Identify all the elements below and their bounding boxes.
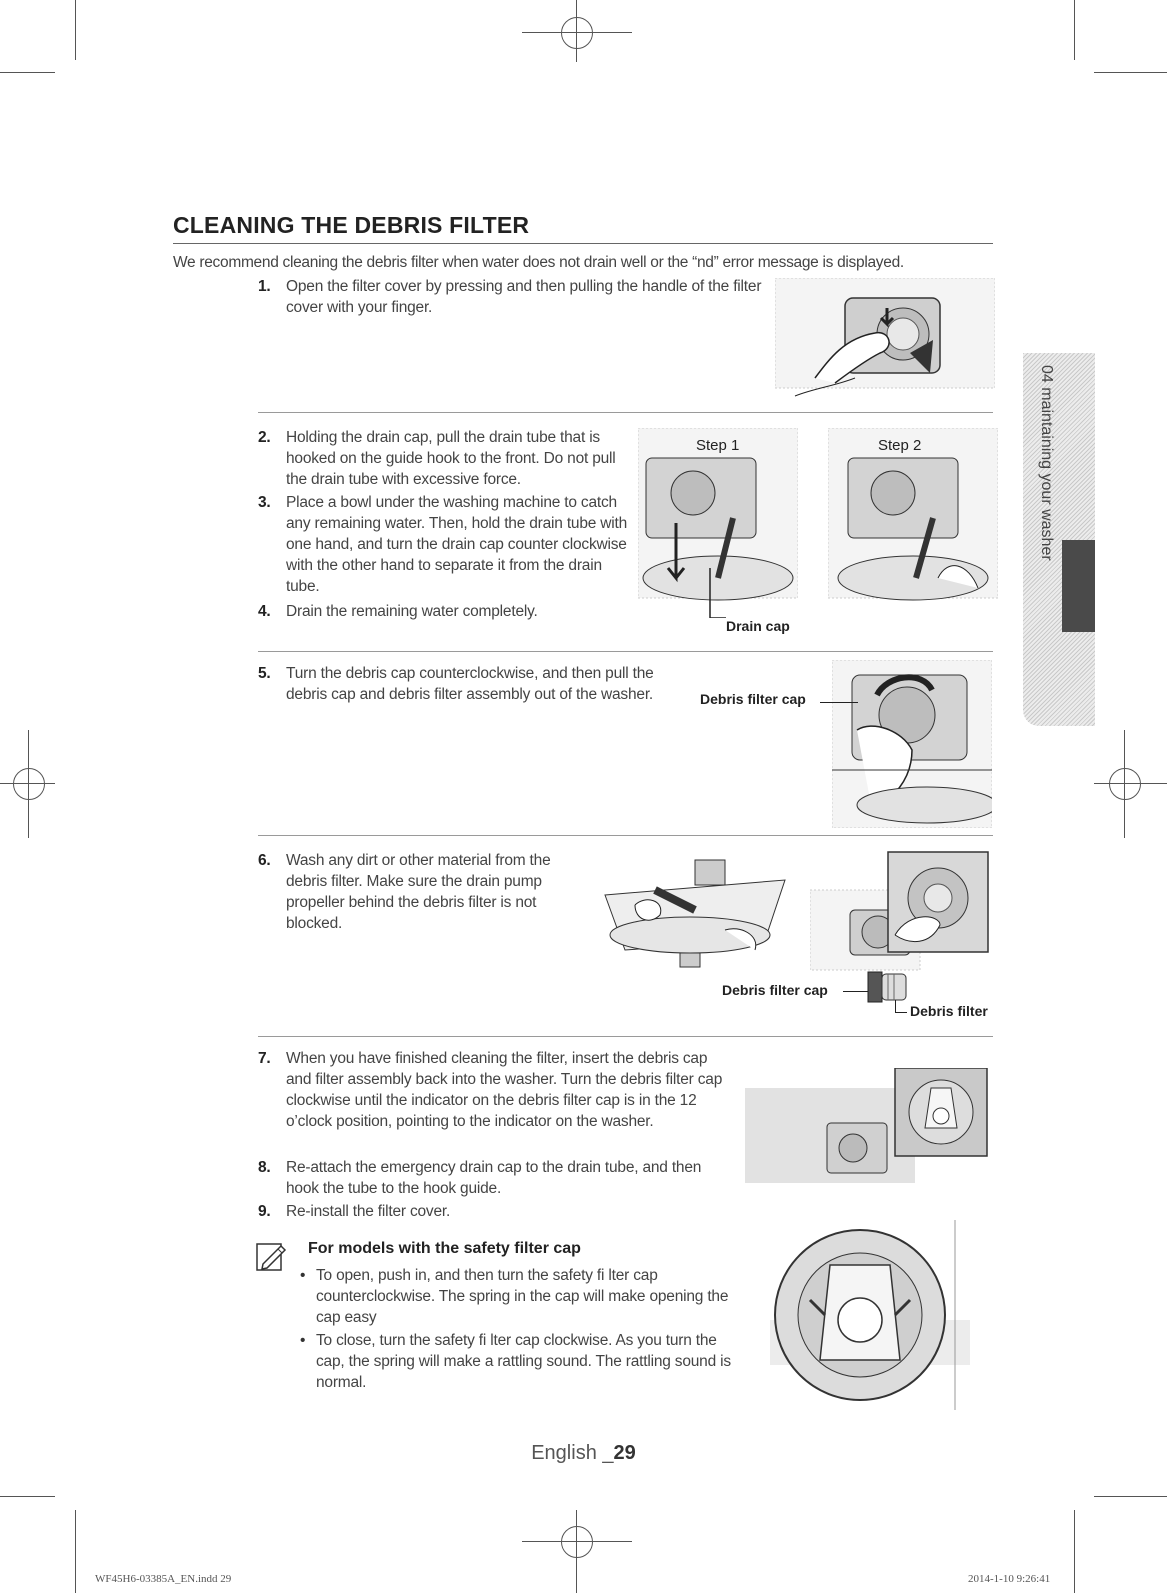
step-text: Re-install the filter cover. xyxy=(286,1203,451,1220)
safety-filter-cap-illustration xyxy=(770,1220,970,1410)
page-footer xyxy=(0,1442,1167,1465)
step-4 xyxy=(258,601,631,622)
leader-line xyxy=(895,1000,896,1012)
registration-mark xyxy=(561,17,593,49)
step-number: 2. xyxy=(258,429,271,446)
chapter-tab-marker xyxy=(1062,540,1095,632)
crop-mark xyxy=(1094,72,1167,73)
reinstall-filter-illustration xyxy=(745,1068,990,1188)
step-text: Place a bowl under the washing machine to catch any remaining water. Then, hold the drain tube with one hand, and turn the drain cap counter clockwise with the other hand to separate it from the drain tube. xyxy=(286,494,628,595)
drain-cap-label: Drain cap xyxy=(726,618,790,634)
debris-filter-cap-label: Debris filter cap xyxy=(700,691,806,707)
crop-mark xyxy=(1074,0,1075,60)
step-7 xyxy=(258,1048,736,1132)
step-3 xyxy=(258,492,631,597)
drain-pump-illustration xyxy=(810,850,990,980)
section-divider xyxy=(258,1036,993,1037)
step-8 xyxy=(258,1157,736,1199)
debris-filter-label: Debris filter xyxy=(910,1003,988,1019)
note-bullet: • To open, push in, and then turn the safety fi lter cap counterclockwise. The spring in the cap will make opening the cap easy xyxy=(296,1265,736,1328)
crop-mark xyxy=(0,1496,55,1497)
step2-label: Step 2 xyxy=(878,437,922,454)
section-divider xyxy=(258,412,993,413)
chapter-tab-label: 04 maintaining your washer xyxy=(1038,365,1055,561)
leader-line xyxy=(895,1012,907,1013)
crop-mark xyxy=(1074,1510,1075,1593)
crop-mark xyxy=(75,1510,76,1593)
debris-cap-removal-illustration xyxy=(832,660,992,828)
note-list xyxy=(296,1265,736,1395)
step1-label: Step 1 xyxy=(696,437,740,454)
section-divider xyxy=(258,651,993,652)
crop-mark xyxy=(75,0,76,60)
section-title: CLEANING THE DEBRIS FILTER xyxy=(173,212,530,238)
section-divider xyxy=(258,835,993,836)
note-bullet: • To close, turn the safety fi lter cap clockwise. As you turn the cap, the spring will make a rattling sound. The rattling sound is normal. xyxy=(296,1330,736,1393)
step-9 xyxy=(258,1201,736,1222)
step-number: 7. xyxy=(258,1050,271,1067)
step-number: 8. xyxy=(258,1159,271,1176)
registration-mark xyxy=(13,768,45,800)
note-icon xyxy=(255,1240,287,1272)
step-text: Wash any dirt or other material from the debris filter. Make sure the drain pump propeller behind the debris filter is not blocked. xyxy=(286,852,551,932)
leader-line xyxy=(843,991,868,992)
page-number: 29 xyxy=(613,1442,636,1464)
step-2 xyxy=(258,427,631,490)
step-text: When you have finished cleaning the filter, insert the debris cap and filter assembly back into the washer. Turn the debris filter cap clockwise until the indicator on the debris filter cap is in the 12 o’clock position, pointing to the indicator on the washer. xyxy=(286,1050,723,1130)
registration-mark xyxy=(1109,768,1141,800)
intro-text: We recommend cleaning the debris filter when water does not drain well or the “nd” error message is displayed. xyxy=(173,254,904,271)
drain-step1-illustration xyxy=(638,428,798,618)
print-slug-datetime: 2014-1-10 9:26:41 xyxy=(968,1573,1051,1585)
footer-language: English xyxy=(531,1442,597,1464)
crop-mark xyxy=(0,72,55,73)
step-text: Holding the drain cap, pull the drain tube that is hooked on the guide hook to the front. Do not pull the drain tube with excessive force. xyxy=(286,429,616,488)
leader-line xyxy=(820,702,858,703)
step-text: Re-attach the emergency drain cap to the drain tube, and then hook the tube to the hook guide. xyxy=(286,1159,702,1197)
step-text: Open the filter cover by pressing and then pulling the handle of the filter cover with your finger. xyxy=(286,278,762,316)
crop-mark xyxy=(1094,1496,1167,1497)
title-divider xyxy=(173,243,993,244)
registration-mark xyxy=(561,1526,593,1558)
footer-separator: _ xyxy=(596,1442,614,1464)
step-text: Drain the remaining water completely. xyxy=(286,603,538,620)
debris-filter-cap-label-2: Debris filter cap xyxy=(722,982,828,998)
step-text: Turn the debris cap counterclockwise, and then pull the debris cap and debris filter assembly out of the washer. xyxy=(286,665,654,703)
step-number: 1. xyxy=(258,278,271,295)
step-6 xyxy=(258,850,591,934)
note-title: For models with the safety filter cap xyxy=(308,1240,581,1257)
drain-step2-illustration xyxy=(828,428,998,618)
step-1 xyxy=(258,276,766,318)
step-5 xyxy=(258,663,686,705)
debris-filter-part-illustration xyxy=(862,968,912,1013)
step-number: 9. xyxy=(258,1203,271,1220)
step-number: 3. xyxy=(258,494,271,511)
washing-filter-illustration xyxy=(595,855,795,975)
filter-cover-illustration xyxy=(775,278,995,408)
step-number: 6. xyxy=(258,852,271,869)
step-number: 4. xyxy=(258,603,271,620)
print-slug-file: WF45H6-03385A_EN.indd 29 xyxy=(95,1573,232,1585)
step-number: 5. xyxy=(258,665,271,682)
